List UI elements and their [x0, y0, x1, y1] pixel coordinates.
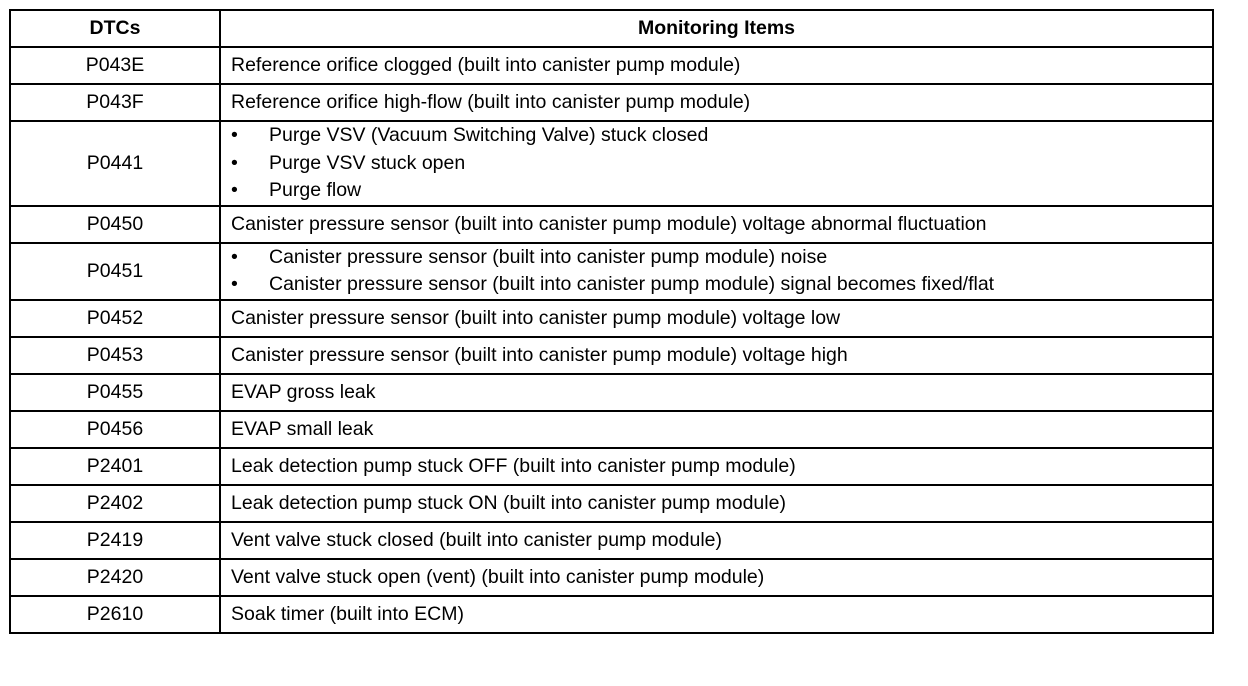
- monitoring-item-text: Canister pressure sensor (built into canister pump module) noise: [269, 245, 828, 268]
- monitoring-item-text: Purge VSV (Vacuum Switching Valve) stuck closed: [269, 124, 709, 146]
- dtc-code-cell: P2610: [10, 596, 220, 633]
- monitoring-item-text: Reference orifice high-flow (built into canister pump module): [231, 91, 751, 113]
- list-item: [231, 244, 1206, 272]
- table-row: [10, 47, 1213, 84]
- monitoring-item-text: Vent valve stuck closed (built into canister pump module): [231, 528, 722, 551]
- header-dtcs: DTCs: [10, 10, 220, 47]
- dtc-code-cell: P0450: [10, 206, 220, 243]
- table-row: [10, 374, 1213, 411]
- bullet-icon: •: [231, 124, 238, 146]
- monitoring-item-cell: [220, 243, 1213, 300]
- dtc-code-cell: P0441: [10, 121, 220, 206]
- list-item: [231, 271, 1206, 299]
- monitoring-item-cell: [220, 47, 1213, 84]
- monitoring-item-cell: [220, 411, 1213, 448]
- dtc-code-cell: P0456: [10, 411, 220, 448]
- monitoring-item-text: Purge VSV stuck open: [269, 151, 466, 174]
- table-row: [10, 121, 1213, 206]
- monitoring-item-cell: [220, 374, 1213, 411]
- table-row: [10, 485, 1213, 522]
- monitoring-item-text: Purge flow: [269, 179, 362, 201]
- monitoring-item-cell: [220, 559, 1213, 596]
- list-item: [231, 177, 1206, 205]
- monitoring-item-list: [231, 244, 1206, 299]
- monitoring-item-cell: [220, 84, 1213, 121]
- list-item: [231, 122, 1206, 150]
- monitoring-item-cell: [220, 448, 1213, 485]
- table-row: [10, 243, 1213, 300]
- table-row: [10, 596, 1213, 633]
- dtc-code-cell: P2419: [10, 522, 220, 559]
- monitoring-item-text: EVAP gross leak: [231, 380, 376, 403]
- table-row: [10, 411, 1213, 448]
- monitoring-item-cell: [220, 485, 1213, 522]
- monitoring-item-text: Canister pressure sensor (built into canister pump module) voltage low: [231, 306, 841, 329]
- bullet-icon: •: [231, 151, 238, 174]
- dtc-code-cell: P2401: [10, 448, 220, 485]
- list-item: [231, 150, 1206, 178]
- monitoring-item-text: Reference orifice clogged (built into canister pump module): [231, 54, 741, 76]
- monitoring-item-text: Leak detection pump stuck ON (built into canister pump module): [231, 491, 786, 514]
- monitoring-item-text: Leak detection pump stuck OFF (built into canister pump module): [231, 454, 796, 477]
- monitoring-item-cell: [220, 337, 1213, 374]
- bullet-icon: •: [231, 273, 238, 295]
- table-body: [10, 47, 1213, 633]
- bullet-icon: •: [231, 245, 238, 268]
- monitoring-item-cell: [220, 300, 1213, 337]
- dtc-code-cell: P2402: [10, 485, 220, 522]
- monitoring-item-cell: [220, 206, 1213, 243]
- table-header-row: [10, 10, 1213, 47]
- dtc-code-cell: P0452: [10, 300, 220, 337]
- table-row: [10, 448, 1213, 485]
- table-row: [10, 559, 1213, 596]
- bullet-icon: •: [231, 179, 238, 201]
- table-row: [10, 84, 1213, 121]
- dtc-code-cell: P0453: [10, 337, 220, 374]
- dtc-code-cell: P043E: [10, 47, 220, 84]
- table-row: [10, 337, 1213, 374]
- monitoring-item-cell: [220, 121, 1213, 206]
- table-row: [10, 300, 1213, 337]
- dtc-code-cell: P043F: [10, 84, 220, 121]
- monitoring-item-text: Canister pressure sensor (built into canister pump module) signal becomes fixed/flat: [269, 273, 995, 295]
- table-row: [10, 206, 1213, 243]
- monitoring-item-text: Canister pressure sensor (built into canister pump module) voltage high: [231, 343, 848, 366]
- header-monitoring-items: Monitoring Items: [220, 10, 1213, 47]
- monitoring-item-text: Soak timer (built into ECM): [231, 602, 464, 625]
- dtc-code-cell: P0455: [10, 374, 220, 411]
- monitoring-item-cell: [220, 596, 1213, 633]
- dtc-code-cell: P2420: [10, 559, 220, 596]
- monitoring-item-text: EVAP small leak: [231, 417, 374, 440]
- dtc-code-cell: P0451: [10, 243, 220, 300]
- monitoring-item-list: [231, 122, 1206, 205]
- monitoring-item-text: Canister pressure sensor (built into canister pump module) voltage abnormal fluctuation: [231, 212, 987, 235]
- monitoring-item-text: Vent valve stuck open (vent) (built into canister pump module): [231, 565, 765, 588]
- monitoring-item-cell: [220, 522, 1213, 559]
- dtc-monitoring-table: [9, 9, 1214, 634]
- table-row: [10, 522, 1213, 559]
